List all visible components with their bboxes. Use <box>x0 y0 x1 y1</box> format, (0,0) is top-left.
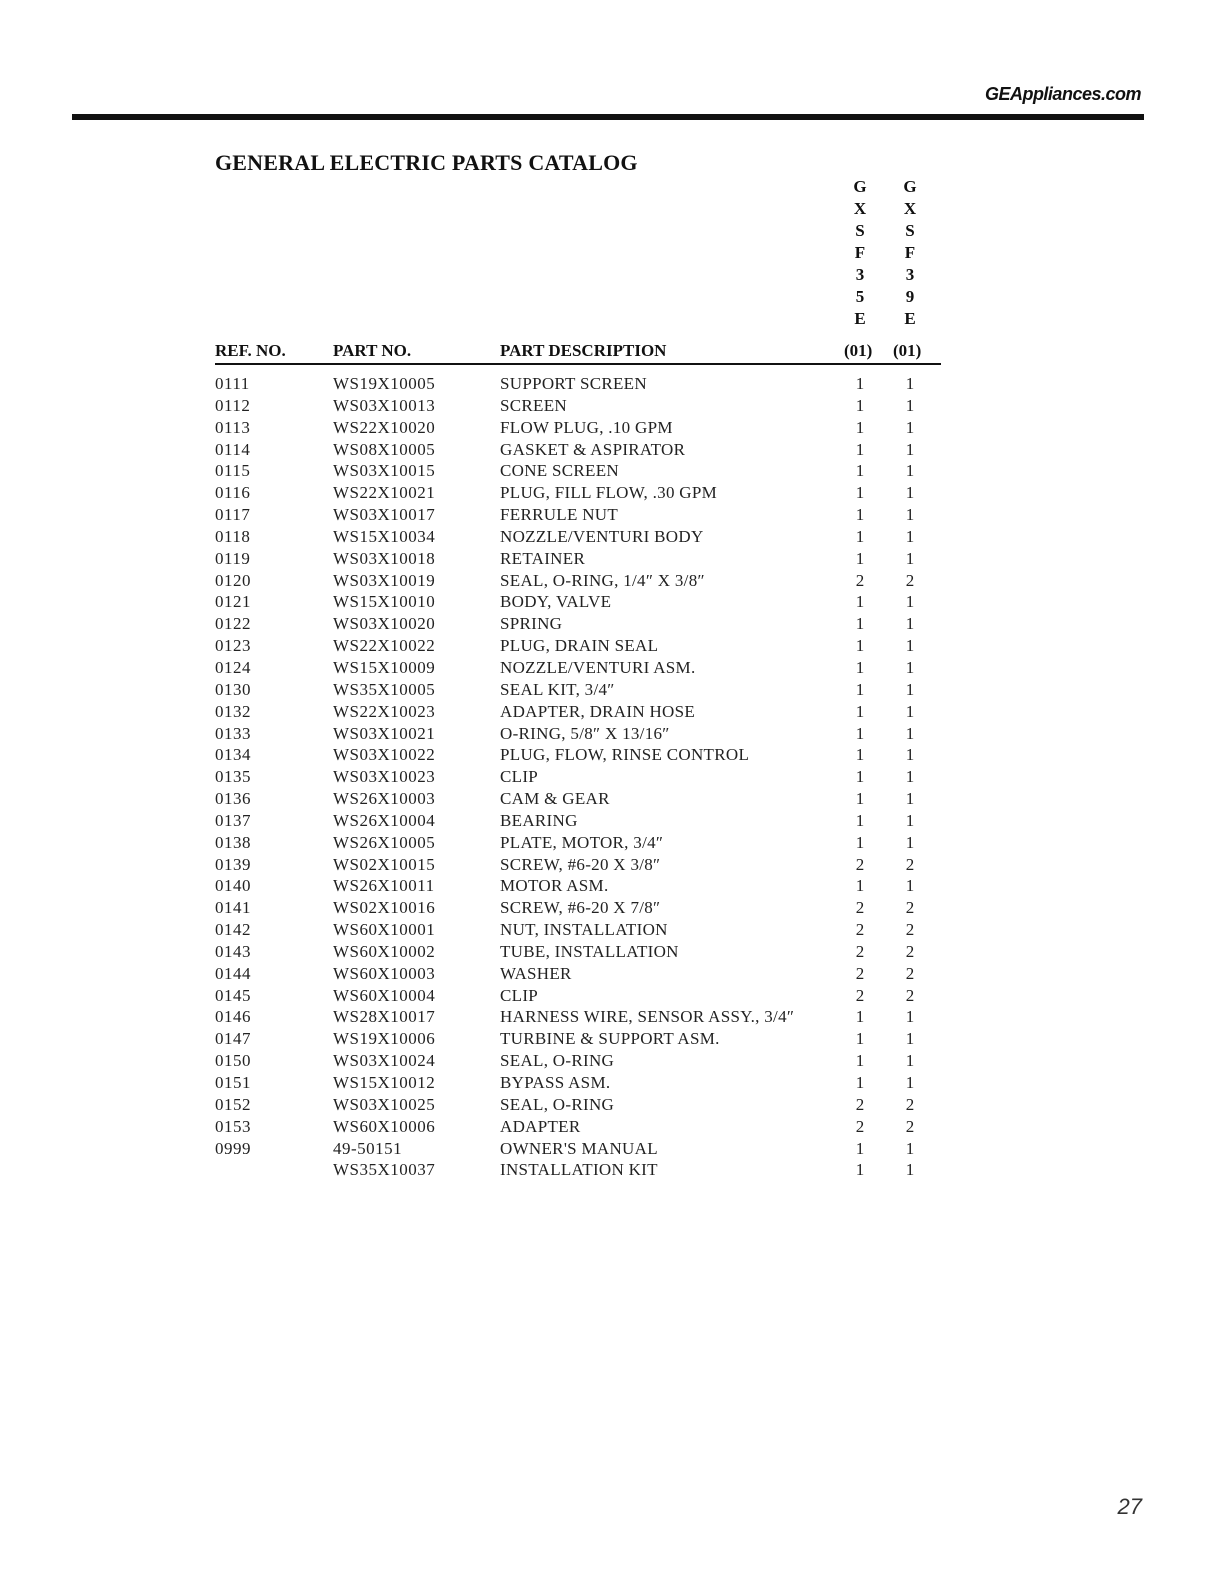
table-row <box>0 679 1224 701</box>
ref-no-cell: 0132 <box>215 701 251 721</box>
part-description-cell: SEAL, O-RING, 1/4″ X 3/8″ <box>500 570 705 590</box>
part-description-cell: CONE SCREEN <box>500 461 620 481</box>
qty-model-1-cell: 1 <box>855 548 865 568</box>
qty-model-1-cell: 1 <box>855 701 865 721</box>
table-row <box>0 548 1224 570</box>
part-no-cell: WS03X10018 <box>333 548 436 568</box>
part-no-cell: WS08X10005 <box>333 439 436 459</box>
ref-no-cell: 0139 <box>215 854 251 874</box>
table-row <box>0 854 1224 876</box>
ref-no-cell: 0142 <box>215 920 251 940</box>
ref-no-cell: 0147 <box>215 1029 251 1049</box>
ref-no-cell: 0150 <box>215 1051 251 1071</box>
qty-model-2-cell: 1 <box>905 789 915 809</box>
table-row <box>0 985 1224 1007</box>
qty-model-1-cell: 1 <box>855 483 865 503</box>
part-description-cell: MOTOR ASM. <box>500 876 609 896</box>
table-row <box>0 897 1224 919</box>
qty-model-2-cell: 1 <box>905 701 915 721</box>
table-row <box>0 460 1224 482</box>
parts-table-body <box>0 373 1224 1181</box>
ref-no-cell: 0123 <box>215 636 251 656</box>
qty-model-2-cell: 1 <box>905 1007 915 1027</box>
ref-no-cell: 0136 <box>215 789 251 809</box>
model-letter: F <box>904 243 916 262</box>
ref-no-cell: 0124 <box>215 657 251 677</box>
part-description-cell: BODY, VALVE <box>500 592 612 612</box>
qty-model-2-cell: 1 <box>905 723 915 743</box>
qty-model-2-cell: 1 <box>905 679 915 699</box>
qty-model-2-cell: 1 <box>905 1160 915 1180</box>
part-no-cell: WS60X10004 <box>333 985 436 1005</box>
part-no-cell: WS03X10021 <box>333 723 436 743</box>
qty-model-1-cell: 1 <box>855 439 865 459</box>
part-description-cell: HARNESS WIRE, SENSOR ASSY., 3/4″ <box>500 1007 795 1027</box>
qty-model-2-cell: 2 <box>905 985 915 1005</box>
qty-model-1-cell: 1 <box>855 876 865 896</box>
part-description-cell: SEAL, O-RING <box>500 1051 615 1071</box>
qty-model-2-cell: 2 <box>905 1116 915 1136</box>
table-row <box>0 941 1224 963</box>
part-description-cell: TURBINE & SUPPORT ASM. <box>500 1029 720 1049</box>
qty-model-1-cell: 1 <box>855 832 865 852</box>
qty-model-1-cell: 2 <box>855 898 865 918</box>
table-row <box>0 373 1224 395</box>
part-description-cell: BYPASS ASM. <box>500 1073 611 1092</box>
qty-model-2-cell: 1 <box>905 1051 915 1071</box>
part-no-cell: WS02X10016 <box>333 898 436 918</box>
part-no-cell: WS60X10002 <box>333 941 436 961</box>
qty-model-1-cell: 1 <box>855 505 865 525</box>
part-no-cell: WS26X10011 <box>333 876 435 896</box>
table-row <box>0 1116 1224 1138</box>
ref-no-cell: 0141 <box>215 898 251 918</box>
part-no-cell: WS22X10023 <box>333 701 436 721</box>
qty-model-1-cell: 1 <box>855 657 865 677</box>
part-no-cell: WS03X10017 <box>333 505 436 525</box>
ref-no-cell: 0114 <box>215 439 251 459</box>
model-letter: G <box>853 177 867 196</box>
ref-no-cell: 0134 <box>215 745 251 765</box>
qty-model-2-cell: 1 <box>905 439 915 459</box>
table-row <box>0 657 1224 679</box>
part-no-cell: WS19X10005 <box>333 374 436 393</box>
table-row <box>0 832 1224 854</box>
model-2-code-header: (01) <box>893 341 922 360</box>
part-description-cell: BEARING <box>500 810 578 830</box>
table-row <box>0 635 1224 657</box>
qty-model-1-cell: 1 <box>855 723 865 743</box>
table-row <box>0 570 1224 592</box>
part-description-cell: GASKET & ASPIRATOR <box>500 439 686 459</box>
qty-model-2-cell: 1 <box>905 767 915 787</box>
part-no-cell: WS60X10001 <box>333 920 436 940</box>
qty-model-2-cell: 1 <box>905 526 915 546</box>
part-description-cell: SUPPORT SCREEN <box>500 374 647 393</box>
page-number: 27 <box>1117 1494 1142 1519</box>
part-description-cell: NOZZLE/VENTURI BODY <box>500 526 704 546</box>
qty-model-1-cell: 1 <box>855 636 865 656</box>
part-description-cell: PLATE, MOTOR, 3/4″ <box>500 832 664 852</box>
part-description-cell: SEAL KIT, 3/4″ <box>500 679 615 699</box>
table-row <box>0 1138 1224 1160</box>
qty-model-1-cell: 1 <box>855 1138 865 1158</box>
model-letter: G <box>903 177 917 196</box>
qty-model-1-cell: 1 <box>855 745 865 765</box>
table-row <box>0 766 1224 788</box>
part-no-cell: WS03X10024 <box>333 1051 436 1071</box>
model-column-1 <box>848 176 872 330</box>
table-row <box>0 591 1224 613</box>
table-row <box>0 744 1224 766</box>
ref-no-cell: 0116 <box>215 483 251 503</box>
part-no-cell: WS03X10019 <box>333 570 436 590</box>
table-row <box>0 482 1224 504</box>
table-row <box>0 395 1224 417</box>
model-letter: F <box>854 243 866 262</box>
table-row <box>0 723 1224 745</box>
model-letter: E <box>904 309 916 328</box>
part-description-cell: SCREW, #6-20 X 7/8″ <box>500 898 661 918</box>
part-description-cell: FERRULE NUT <box>500 505 619 525</box>
part-no-cell: WS03X10020 <box>333 614 436 634</box>
qty-model-2-cell: 2 <box>905 941 915 961</box>
table-row <box>0 1028 1224 1050</box>
part-description-cell: WASHER <box>500 963 572 983</box>
table-row <box>0 439 1224 461</box>
part-no-cell: WS28X10017 <box>333 1007 436 1027</box>
qty-model-1-cell: 1 <box>855 789 865 809</box>
qty-model-1-cell: 1 <box>855 461 865 481</box>
ref-no-cell: 0115 <box>215 461 251 481</box>
model-letter: 3 <box>855 265 865 284</box>
table-header-rule <box>215 363 941 365</box>
part-no-cell: 49-50151 <box>333 1138 403 1158</box>
part-no-cell: WS22X10020 <box>333 417 436 437</box>
part-description-cell: SPRING <box>500 614 563 634</box>
ref-no-cell: 0111 <box>215 374 250 393</box>
part-description-cell: NUT, INSTALLATION <box>500 920 668 940</box>
part-no-cell: WS03X10015 <box>333 461 436 481</box>
part-no-cell: WS22X10021 <box>333 483 436 503</box>
qty-model-2-cell: 1 <box>905 810 915 830</box>
qty-model-2-cell: 1 <box>905 592 915 612</box>
part-no-cell: WS60X10003 <box>333 963 436 983</box>
ref-no-cell: 0112 <box>215 395 251 415</box>
table-header <box>0 340 1224 364</box>
qty-model-2-cell: 1 <box>905 636 915 656</box>
qty-model-1-cell: 1 <box>855 767 865 787</box>
model-letter: S <box>905 221 915 240</box>
qty-model-2-cell: 1 <box>905 461 915 481</box>
model-letter: 5 <box>855 287 865 306</box>
table-row <box>0 810 1224 832</box>
ref-no-cell: 0113 <box>215 417 251 437</box>
qty-model-1-cell: 2 <box>855 963 865 983</box>
qty-model-2-cell: 2 <box>905 570 915 590</box>
qty-model-1-cell: 2 <box>855 1116 865 1136</box>
qty-model-2-cell: 2 <box>905 898 915 918</box>
part-description-cell: PLUG, DRAIN SEAL <box>500 636 659 656</box>
qty-model-1-cell: 2 <box>855 941 865 961</box>
qty-model-1-cell: 1 <box>855 679 865 699</box>
part-description-cell: ADAPTER, DRAIN HOSE <box>500 701 696 721</box>
ref-no-cell: 0135 <box>215 767 251 787</box>
part-no-cell: WS19X10006 <box>333 1029 436 1049</box>
catalog-title: GENERAL ELECTRIC PARTS CATALOG <box>215 150 638 175</box>
part-no-cell: WS35X10037 <box>333 1160 436 1180</box>
table-row <box>0 1006 1224 1028</box>
part-description-cell: SCREW, #6-20 X 3/8″ <box>500 854 661 874</box>
part-description-cell: ADAPTER <box>500 1116 581 1136</box>
qty-model-2-cell: 2 <box>905 920 915 940</box>
model-letter: S <box>855 221 865 240</box>
table-row <box>0 417 1224 439</box>
ref-no-cell: 0119 <box>215 548 251 568</box>
qty-model-1-cell: 1 <box>855 1073 865 1092</box>
model-1-code-header: (01) <box>844 341 873 360</box>
part-no-cell: WS26X10004 <box>333 810 436 830</box>
qty-model-2-cell: 1 <box>905 548 915 568</box>
part-no-cell: WS22X10022 <box>333 636 436 656</box>
qty-model-2-cell: 1 <box>905 657 915 677</box>
part-no-cell: WS03X10013 <box>333 395 436 415</box>
ref-no-header: REF. NO. <box>215 341 286 360</box>
model-letter: E <box>854 309 866 328</box>
qty-model-2-cell: 1 <box>905 1029 915 1049</box>
part-description-cell: CLIP <box>500 767 539 787</box>
table-row <box>0 526 1224 548</box>
ref-no-cell: 0144 <box>215 963 251 983</box>
table-row <box>0 963 1224 985</box>
table-row <box>0 1072 1224 1094</box>
ref-no-cell: 0120 <box>215 570 251 590</box>
ref-no-cell: 0145 <box>215 985 251 1005</box>
table-row <box>0 1094 1224 1116</box>
part-no-header: PART NO. <box>333 341 412 360</box>
ref-no-cell: 0153 <box>215 1116 251 1136</box>
qty-model-1-cell: 1 <box>855 1007 865 1027</box>
ref-no-cell: 0152 <box>215 1094 251 1114</box>
qty-model-1-cell: 1 <box>855 526 865 546</box>
table-row <box>0 875 1224 897</box>
part-no-cell: WS02X10015 <box>333 854 436 874</box>
qty-model-2-cell: 1 <box>905 832 915 852</box>
qty-model-2-cell: 2 <box>905 1094 915 1114</box>
qty-model-1-cell: 2 <box>855 920 865 940</box>
ref-no-cell: 0146 <box>215 1007 251 1027</box>
part-no-cell: WS60X10006 <box>333 1116 436 1136</box>
table-row <box>0 788 1224 810</box>
qty-model-1-cell: 1 <box>855 374 865 393</box>
qty-model-2-cell: 1 <box>905 1138 915 1158</box>
part-description-cell: CAM & GEAR <box>500 789 610 809</box>
part-description-cell: RETAINER <box>500 548 586 568</box>
ref-no-cell: 0140 <box>215 876 251 896</box>
table-row <box>0 1159 1224 1181</box>
qty-model-1-cell: 1 <box>855 395 865 415</box>
ref-no-cell: 0130 <box>215 679 251 699</box>
ref-no-cell: 0999 <box>215 1138 251 1158</box>
header-rule <box>72 114 1144 120</box>
ref-no-cell: 0138 <box>215 832 251 852</box>
ref-no-cell: 0122 <box>215 614 251 634</box>
part-no-cell: WS15X10034 <box>333 526 436 546</box>
ref-no-cell: 0151 <box>215 1073 251 1092</box>
table-row <box>0 919 1224 941</box>
qty-model-2-cell: 1 <box>905 1073 915 1092</box>
ref-no-cell: 0137 <box>215 810 251 830</box>
part-description-cell: CLIP <box>500 985 539 1005</box>
ref-no-cell: 0118 <box>215 526 251 546</box>
qty-model-2-cell: 1 <box>905 876 915 896</box>
part-description-cell: SEAL, O-RING <box>500 1094 615 1114</box>
qty-model-1-cell: 1 <box>855 1160 865 1180</box>
qty-model-2-cell: 2 <box>905 963 915 983</box>
part-no-cell: WS35X10005 <box>333 679 436 699</box>
part-description-header: PART DESCRIPTION <box>500 341 667 360</box>
ref-no-cell: 0121 <box>215 592 251 612</box>
qty-model-1-cell: 2 <box>855 854 865 874</box>
model-letter: 9 <box>905 287 915 306</box>
part-description-cell: TUBE, INSTALLATION <box>500 941 679 961</box>
part-description-cell: INSTALLATION KIT <box>500 1160 658 1180</box>
part-no-cell: WS15X10012 <box>333 1073 436 1092</box>
site-url: GEAppliances.com <box>984 84 1141 104</box>
part-no-cell: WS03X10022 <box>333 745 436 765</box>
qty-model-1-cell: 2 <box>855 985 865 1005</box>
part-description-cell: PLUG, FLOW, RINSE CONTROL <box>500 745 750 765</box>
qty-model-1-cell: 2 <box>855 570 865 590</box>
qty-model-1-cell: 1 <box>855 810 865 830</box>
qty-model-1-cell: 1 <box>855 1051 865 1071</box>
part-description-cell: OWNER'S MANUAL <box>500 1138 658 1158</box>
part-no-cell: WS15X10009 <box>333 657 436 677</box>
ref-no-cell: 0133 <box>215 723 251 743</box>
part-description-cell: FLOW PLUG, .10 GPM <box>500 417 673 437</box>
ref-no-cell: 0143 <box>215 941 251 961</box>
table-row <box>0 613 1224 635</box>
table-row <box>0 1050 1224 1072</box>
model-letter: X <box>853 199 867 218</box>
part-description-cell: PLUG, FILL FLOW, .30 GPM <box>500 483 718 503</box>
part-no-cell: WS03X10025 <box>333 1094 436 1114</box>
qty-model-2-cell: 1 <box>905 505 915 525</box>
part-no-cell: WS26X10003 <box>333 789 436 809</box>
qty-model-2-cell: 1 <box>905 614 915 634</box>
part-no-cell: WS26X10005 <box>333 832 436 852</box>
qty-model-1-cell: 1 <box>855 1029 865 1049</box>
part-description-cell: NOZZLE/VENTURI ASM. <box>500 657 696 677</box>
part-no-cell: WS15X10010 <box>333 592 436 612</box>
qty-model-2-cell: 1 <box>905 483 915 503</box>
qty-model-2-cell: 1 <box>905 417 915 437</box>
part-description-cell: O-RING, 5/8″ X 13/16″ <box>500 723 670 743</box>
part-no-cell: WS03X10023 <box>333 767 436 787</box>
qty-model-1-cell: 2 <box>855 1094 865 1114</box>
qty-model-1-cell: 1 <box>855 417 865 437</box>
table-row <box>0 504 1224 526</box>
qty-model-2-cell: 1 <box>905 745 915 765</box>
ref-no-cell: 0117 <box>215 505 251 525</box>
qty-model-2-cell: 1 <box>905 374 915 393</box>
qty-model-2-cell: 1 <box>905 395 915 415</box>
qty-model-1-cell: 1 <box>855 614 865 634</box>
model-column-2 <box>898 176 922 330</box>
model-letter: X <box>903 199 917 218</box>
part-description-cell: SCREEN <box>500 395 567 415</box>
model-letter: 3 <box>905 265 915 284</box>
table-row <box>0 701 1224 723</box>
qty-model-2-cell: 2 <box>905 854 915 874</box>
qty-model-1-cell: 1 <box>855 592 865 612</box>
